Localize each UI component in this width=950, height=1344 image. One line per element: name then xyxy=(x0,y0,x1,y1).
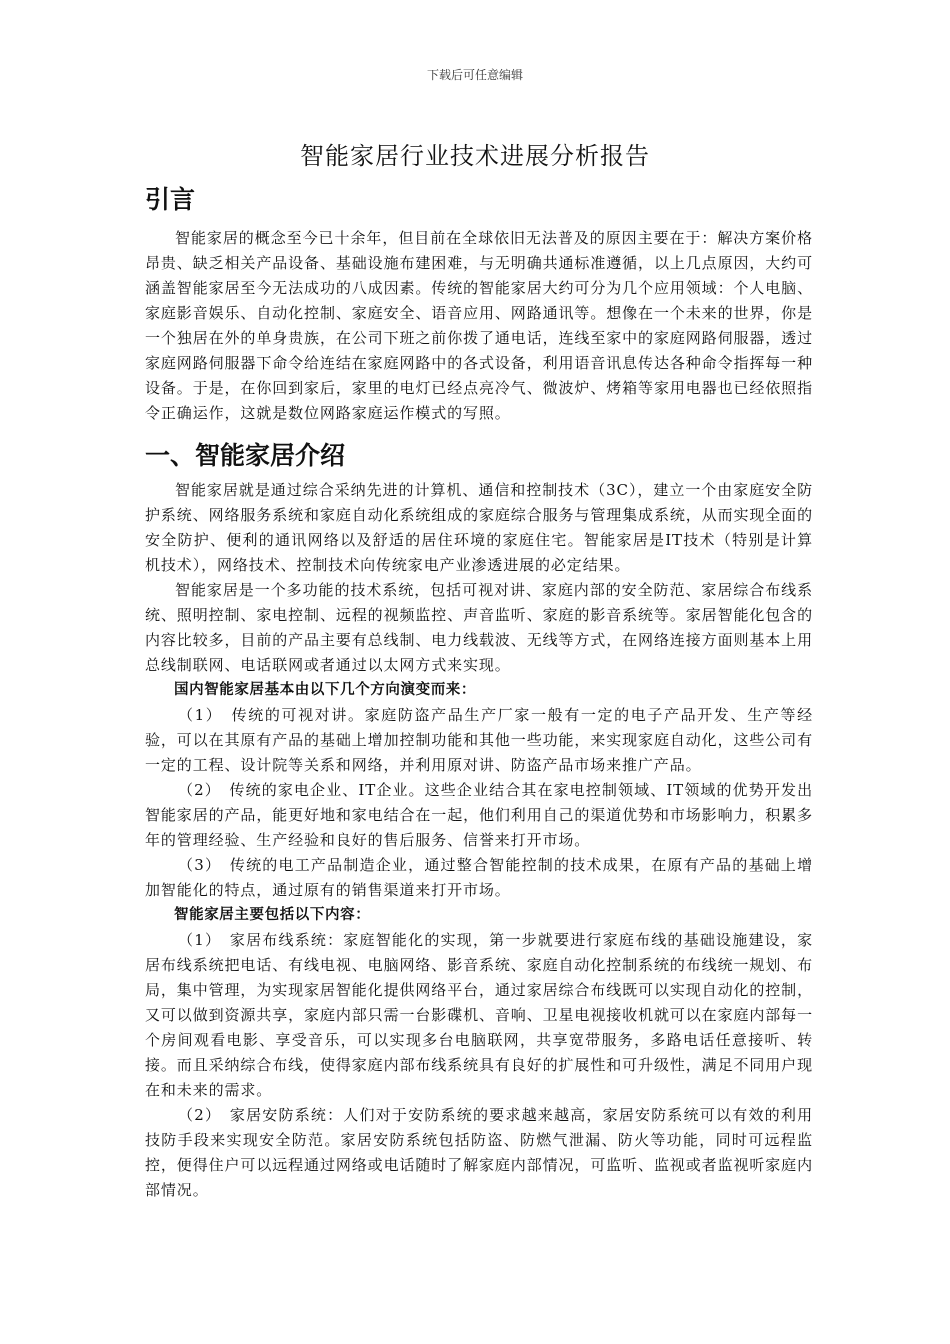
body-paragraph: 智能家居就是通过综合采纳先进的计算机、通信和控制技术（3C），建立一个由家庭安全防护系统、网络服务系统和家庭自动化系统组成的家庭综合服务与管理集成系统，从而实现全面的安全防护、便利的通讯网络以及舒适的居住环境的家庭住宅。智能家居是IT技术（特别是计算机技术），网络技术、控制技术向传统家电产业渗透进展的必定结果。 xyxy=(145,481,813,574)
intro-heading: 引言 xyxy=(145,185,196,214)
section-heading: 一、智能家居介绍 xyxy=(145,441,346,470)
document-title: 智能家居行业技术进展分析报告 xyxy=(300,142,650,170)
intro-paragraph: 智能家居的概念至今已十余年，但目前在全球依旧无法普及的原因主要在于：解决方案价格昂贵、缺乏相关产品设备、基础设施布建困难，与无明确共通标准遵循，以上几点原因，大约可涵盖智能家居至今无法成功的八成因素。传统的智能家居大约可分为几个应用领域：个人电脑、家庭影音娱乐、自动化控制、家庭安全、语音应用、网路通讯等。想像在一个未来的世界，你是一个独居在外的单身贵族，在公司下班之前你拨了通电话，连线至家中的家庭网路伺服器，透过家庭网路伺服器下命令给连结在家庭网路中的各式设备，利用语音讯息传达各种命令指挥每一种设备。于是，在你回到家后，家里的电灯已经点亮冷气、微波炉、烤箱等家用电器也已经依照指令正确运作，这就是数位网路家庭运作模式的写照。 xyxy=(145,229,813,422)
list-item: （1） 传统的可视对讲。家庭防盗产品生产厂家一般有一定的电子产品开发、生产等经验，可以在其原有产品的基础上增加控制功能和其他一些功能，来实现家庭自动化，这些公司有一定的工程、设计院等关系和网络，并利用原对讲、防盗产品市场来推广产品。 xyxy=(145,706,813,774)
list-item: （3） 传统的电工产品制造企业，通过整合智能控制的技术成果，在原有产品的基础上增加智能化的特点，通过原有的销售渠道来打开市场。 xyxy=(145,856,813,899)
page-header-note: 下载后可任意编辑 xyxy=(426,68,523,82)
directions-lead: 国内智能家居基本由以下几个方向演变而来： xyxy=(174,682,476,698)
list-item: （1） 家居布线系统：家庭智能化的实现，第一步就要进行家庭布线的基础设施建设，家居布线系统把电话、有线电视、电脑网络、影音系统、家庭自动化控制系统的布线统一规划、布局，集中管理，为实现家居智能化提供网络平台，通过家居综合布线既可以实现自动化的控制，又可以做到资源共享，家庭内部只需一台影碟机、音响、卫星电视接收机就可以在家庭内部每一个房间观看电影、享受音乐，可以实现多台电脑联网，共享宽带服务，多路电话任意接听、转接。而且采纳综合布线，使得家庭内部布线系统具有良好的扩展性和可升级性，满足不同用户现在和未来的需求。 xyxy=(145,931,813,1099)
list-item: （2） 家居安防系统：人们对于安防系统的要求越来越高，家居安防系统可以有效的利用技防手段来实现安全防范。家居安防系统包括防盗、防燃气泄漏、防火等功能，同时可远程监控，便得住户可以远程通过网络或电话随时了解家庭内部情况，可监听、监视或者监视听家庭内部情况。 xyxy=(145,1106,813,1199)
list-item: （2） 传统的家电企业、IT企业。这些企业结合其在家电控制领域、IT领域的优势开发出智能家居的产品，能更好地和家电结合在一起，他们利用自己的渠道优势和市场影响力，积累多年的管理经验、生产经验和良好的售后服务、信誉来打开市场。 xyxy=(145,781,813,849)
body-paragraph: 智能家居是一个多功能的技术系统，包括可视对讲、家庭内部的安全防范、家居综合布线系统、照明控制、家电控制、远程的视频监控、声音监听、家庭的影音系统等。家居智能化包含的内容比较多，目前的产品主要有总线制、电力线载波、无线等方式，在网络连接方面则基本上用总线制联网、电话联网或者通过以太网方式来实现。 xyxy=(145,581,813,674)
contents-lead: 智能家居主要包括以下内容： xyxy=(174,907,371,923)
document-body xyxy=(145,180,813,1203)
